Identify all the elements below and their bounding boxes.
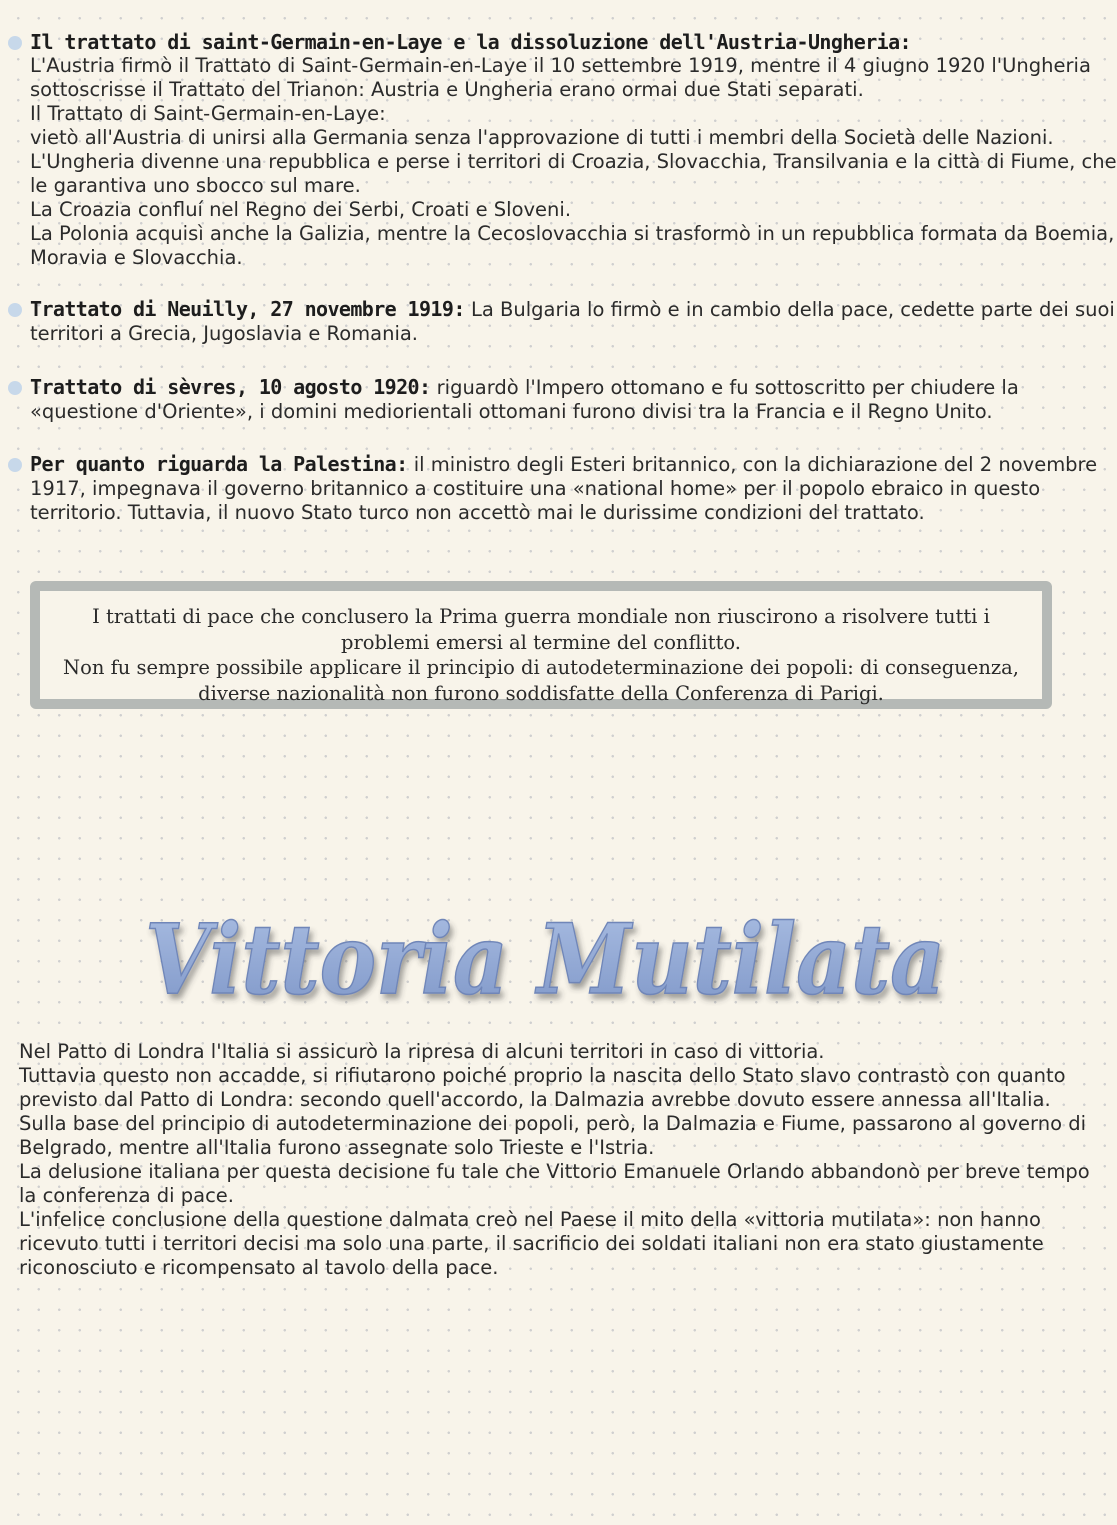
section-line: vietò all'Austria di unirsi alla Germania senza l'approvazione di tutti i membri della Società delle Nazioni. [30,126,1054,149]
summary-line: Non fu sempre possibile applicare il principio di autodeterminazione dei popoli: di conseguenza, [63,656,1019,679]
section-line: La Polonia acquisì anche la Galizia, mentre la Cecoslovacchia si trasformò in un repubblica formata da Boemia, [30,222,1115,245]
body-line: previsto dal Patto di Londra: secondo quell'accordo, la Dalmazia avrebbe dovuto essere annessa all'Italia. [19,1088,1051,1111]
section-title: Trattato di Neuilly, 27 novembre 1919: [30,297,465,321]
section-line: Moravia e Slovacchia. [30,246,243,269]
section-first-line [30,452,1098,477]
section-line: La Croazia confluí nel Regno dei Serbi, Croati e Sloveni. [30,198,572,221]
section-sevres [30,375,1060,424]
heading-text: Vittoria Mutilata [145,903,945,1016]
body-line: L'infelice conclusione della questione dalmata creò nel Paese il mito della «vittoria mutilata»: non hanno [19,1208,1041,1231]
section-first-text: La Bulgaria lo firmò e in cambio della pace, cedette parte dei suoi [464,298,1115,321]
section-line: sottoscrisse il Trattato del Trianon: Austria e Ungheria erano ormai due Stati separati. [30,78,864,101]
section-line: territorio. Tuttavia, il nuovo Stato turco non accettò mai le durissime condizioni del trattato. [30,501,925,524]
section-line: Il Trattato di Saint-Germain-en-Laye: [30,102,386,125]
section-palestina [30,452,1098,525]
vittoria-mutilata-text [19,1040,1090,1280]
body-line: Belgrado, mentre all'Italia furono assegnate solo Trieste e l'Istria. [19,1136,655,1159]
section-first-line [30,297,1115,322]
section-first-line [30,375,1060,400]
body-line: La delusione italiana per questa decisione fu tale che Vittorio Emanuele Orlando abbandonò per breve tempo [19,1160,1090,1183]
summary-line: I trattati di pace che conclusero la Prima guerra mondiale non riuscirono a risolvere tutti i [92,605,990,628]
section-line: 1917, impegnava il governo britannico a costituire una «national home» per il popolo ebraico in questo [30,477,1041,500]
section-line: «questione d'Oriente», i domini mediorientali ottomani furono divisi tra la Francia e il Regno Unito. [30,400,993,423]
section-saint-germain [30,30,1117,270]
bullet-icon [8,381,22,395]
bullet-icon [8,303,22,317]
summary-line: diverse nazionalità non furono soddisfatte della Conferenza di Parigi. [198,681,884,705]
section-neuilly [30,297,1115,346]
section-line: L'Ungheria divenne una repubblica e perse i territori di Croazia, Slovacchia, Transilvania e la città di Fiume, che [30,150,1117,173]
body-line: Sulla base del principio di autodeterminazione dei popoli, però, la Dalmazia e Fiume, passarono al governo di [19,1112,1087,1135]
body-line: Tuttavia questo non accadde, si rifiutarono poiché proprio la nascita dello Stato slavo contrastò con quanto [19,1064,1066,1087]
bullet-icon [8,36,22,50]
section-line: L'Austria firmò il Trattato di Saint-Germain-en-Laye il 10 settembre 1919, mentre il 4 giugno 1920 l'Ungheria [30,54,1091,77]
section-title: Trattato di sèvres, 10 agosto 1920: [30,375,431,399]
bullet-icon [8,458,22,472]
body-line: ricevuto tutti i territori decisi ma solo una parte, il sacrificio dei soldati italiani non era stato giustamente [19,1232,1044,1255]
vittoria-mutilata-heading [130,895,960,1025]
summary-line: problemi emersi al termine del conflitto. [340,630,742,654]
summary-box-inner [40,591,1042,705]
body-line: Nel Patto di Londra l'Italia si assicurò la ripresa di alcuni territori in caso di vittoria. [19,1040,825,1063]
body-line: la conferenza di pace. [19,1184,235,1207]
section-title: Per quanto riguarda la Palestina: [30,452,408,476]
summary-box [30,581,1052,709]
section-first-text: riguardò l'Impero ottomano e fu sottoscritto per chiudere la [430,376,1019,399]
section-line: le garantiva uno sbocco sul mare. [30,174,361,197]
body-line: riconosciuto e ricompensato al tavolo della pace. [19,1256,499,1279]
section-title: Il trattato di saint-Germain-en-Laye e la dissoluzione dell'Austria-Ungheria: [30,30,911,54]
section-first-text: il ministro degli Esteri britannico, con la dichiarazione del 2 novembre [407,453,1098,476]
section-line: territori a Grecia, Jugoslavia e Romania. [30,322,419,345]
